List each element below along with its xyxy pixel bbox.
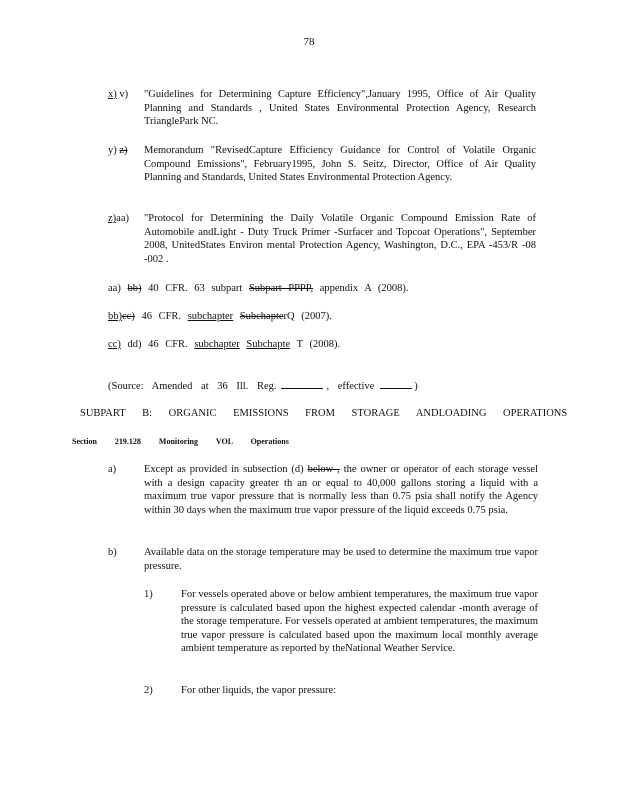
subsection-label: a) <box>108 464 117 475</box>
item-label: 2) <box>144 685 153 696</box>
subsection-label: b) <box>108 547 117 558</box>
source-note: (Source: Amended at 36 Ill. Reg. , effective ) <box>108 381 418 392</box>
effective-date-blank <box>380 379 412 389</box>
item-text: For vessels operated above or below ambient temperatures, the maximum true vapor pressure is calculated based upon the highest expected calendar -month average of the storage temperature. For vessels operated at ambient temperatures, the maximum true vapor pressure is calculated based upon the maximum local monthly average ambient temperature as reported by theNational Weather Service. <box>181 589 538 654</box>
reference-text: "Guidelines for Determining Capture Efficiency",January 1995, Office of Air Quality Planning and Standards , United States Environmental Protection Agency, Research TrianglePark NC. <box>144 89 536 127</box>
reference-label: z)aa) <box>108 213 129 224</box>
reference-aa: aa) bb) 40 CFR. 63 subpart Subpart PPPP, appendix A (2008). <box>108 283 409 294</box>
register-blank <box>281 379 323 389</box>
reference-cc: cc) dd) 46 CFR. subchapter Subchapte T (2008). <box>108 339 341 350</box>
reference-text: "Protocol for Determining the Daily Volatile Organic Compound Emission Rate of Automobile andLight - Duty Truck Primer -Surfacer and Topcoat Operations", September 2008, UnitedStates Environ mental Protection Agency, Washington, D.C., EPA -453/R -08 -002 . <box>144 213 536 265</box>
reference-label: x) v) <box>108 89 129 100</box>
item-label: 1) <box>144 589 153 600</box>
subpart-heading: SUBPART B: ORGANIC EMISSIONS FROM STORAGE ANDLOADING OPERATIONS <box>80 408 568 419</box>
subsection-text: Except as provided in subsection (d) below , the owner or operator of each storage vessel with a design capacity greater th an or equal to 40,000 gallons storing a liquid with a maximum true vapor pressure that is normally less than 0.75 psia shall notify the Agency within 30 days when the maximum true vapor pressure of the liquid exceeds 0.75 psia. <box>144 464 538 516</box>
item-text: For other liquids, the vapor pressure: <box>181 685 337 696</box>
reference-text: Memorandum "RevisedCapture Efficiency Guidance for Control of Volatile Organic Compound Emissions", February1995, John S. Seitz, Director, Office of Air Quality Planning and Standards, United States Environmental Protection Agency. <box>144 145 536 183</box>
reference-label: y) z) <box>108 145 128 156</box>
subsection-text: Available data on the storage temperature may be used to determine the maximum true vapor pressure. <box>144 547 538 572</box>
page-number: 78 <box>303 36 315 48</box>
reference-bb: bb)cc) 46 CFR. subchapter SubchapterQ (2007). <box>108 311 332 322</box>
section-heading: Section 219.128 Monitoring VOL Operations <box>72 437 289 446</box>
